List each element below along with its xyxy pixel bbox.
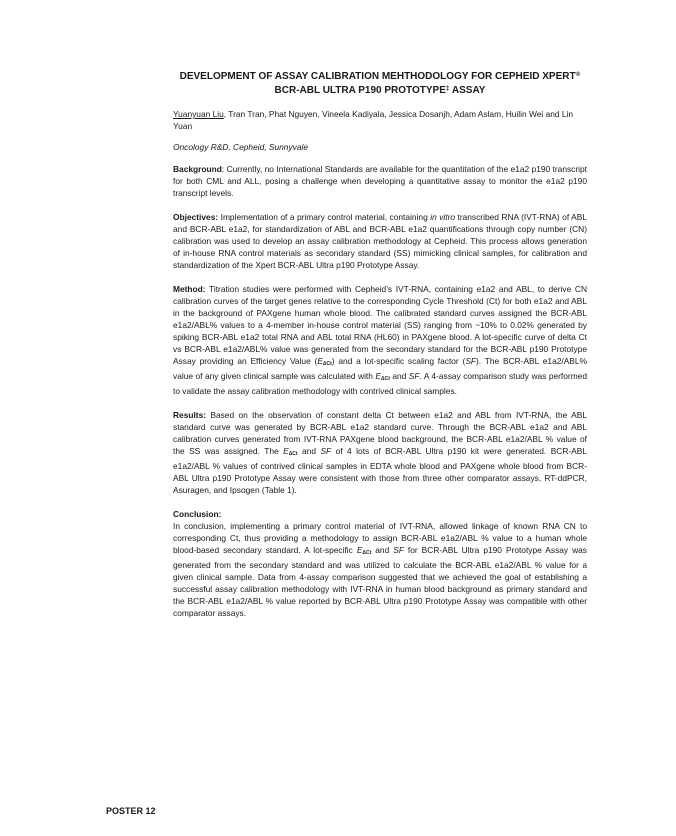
method-text-2: ) and a lot-specific scaling factor (: [331, 356, 466, 366]
efficiency-subscript: ΔCt: [380, 376, 390, 382]
affiliation: Oncology R&D, Cepheid, Sunnyvale: [173, 142, 309, 152]
background-text: : Currently, no International Standards are available for the quantitation of the e1a2 p190 transcript for both CML and ALL, posing a challenge when developing a quantitative assay to monitor the e1a2 p190 transcript levels.: [173, 164, 587, 198]
scaling-factor-symbol: SF: [320, 446, 332, 456]
objectives-section: [173, 211, 587, 271]
method-text-5: . A 4-assay comparison study was performed to validate the assay calibration methodology with contrived clinical samples.: [173, 371, 587, 396]
results-text-1: Based on the observation of constant delta Ct between e1a2 and ABL from IVT-RNA, the ABL standard curve was generated by BCR-ABL e1a2 standard curve. Through the BCR-ABL e1a2 and ABL calibration curves generated from IVT-RNA PAXgene blood background, the BCR-ABL e1a2/ABL % value of the SS was assigned. The: [173, 410, 587, 456]
conclusion-text-1: In conclusion, implementing a primary control material of IVT-RNA, allowed linkage of known RNA CN to corresponding Ct, thus providing a methodology to assign BCR-ABL e1a2/ABL % value to a human whole blood-based secondary standard. A lot-specific: [173, 521, 587, 555]
abstract-title: [173, 70, 587, 98]
method-text-4: and: [389, 371, 409, 381]
registered-mark: ®: [575, 71, 581, 78]
conclusion-label: Conclusion:: [173, 509, 222, 519]
co-authors: , Tran Tran, Phat Nguyen, Vineela Kadiyala, Jessica Dosanjh, Adam Aslam, Huilin Wei and Lin Yuan: [173, 109, 574, 131]
objectives-italic: in vitro: [430, 212, 456, 222]
conclusion-text-3: for BCR-ABL Ultra p190 Prototype Assay was generated from the secondary standard and was utilized to calculate the BCR-ABL e1a2/ABL % value for a given clinical sample. Data from 4-assay comparison suggested that we achieved the goal of establishing a successful assay calibration methodology with IVT-RNA in human blood background as primary standard and the BCR-ABL e1a2/ABL % value reported by BCR-ABL Ultra p190 Prototype Assay was compatible with other comparator assays.: [173, 545, 587, 618]
title-line-2: BCR-ABL ULTRA P190 PROTOTYPE: [274, 85, 446, 96]
double-dagger-mark: ‡: [445, 85, 450, 92]
conclusion-section: [173, 508, 587, 619]
title-line-1: DEVELOPMENT OF ASSAY CALIBRATION MEHTHODOLOGY FOR CEPHEID XPERT: [179, 71, 576, 82]
scaling-factor-symbol: SF: [393, 545, 404, 555]
poster-number: POSTER 12: [106, 806, 156, 816]
scaling-factor-symbol: SF: [465, 356, 477, 366]
method-section: [173, 283, 587, 397]
objectives-text-2: transcribed RNA (IVT-RNA) of ABL and BCR-ABL e1a2, for standardization of ABL and BCR-ABL e1a2 quantifications through copy number (CN) calibration was used to develop an assay calibration methodology at Cepheid. This process allows generation of in-house RNA control materials as secondary standard (SS) mimicking clinical samples, for calibration and standardization of the Xpert BCR-ABL Ultra p190 Prototype Assay.: [173, 212, 588, 270]
scaling-factor-symbol: SF: [408, 371, 420, 381]
efficiency-subscript: ΔCt: [288, 451, 298, 457]
method-text-3: ). The BCR-ABL e1a2/ABL% value of any given clinical sample was calculated with: [173, 356, 587, 381]
conclusion-text-2: and: [371, 545, 394, 555]
method-label: Method:: [173, 284, 206, 294]
efficiency-subscript: ΔCt: [362, 550, 372, 556]
efficiency-symbol: E: [283, 446, 289, 456]
objectives-text-1: Implementation of a primary control material, containing: [218, 212, 431, 222]
author-list: [173, 108, 587, 132]
results-text-3: of 4 lots of BCR-ABL Ultra p190 kit were generated. BCR-ABL e1a2/ABL % values of contrived clinical samples in EDTA whole blood and PAXgene whole blood from BCR-ABL Ultra p190 Prototype Assay were consistent with those from three other comparator assays, RT-ddPCR, Asuragen, and Ipsogen (Table 1).: [173, 446, 587, 495]
efficiency-symbol: E: [356, 545, 363, 555]
abstract-page: [173, 70, 587, 631]
efficiency-symbol: E: [375, 371, 381, 381]
objectives-label: Objectives:: [173, 212, 219, 222]
efficiency-symbol: E: [317, 356, 323, 366]
efficiency-subscript: ΔCt: [322, 361, 332, 367]
results-text-2: and: [297, 446, 321, 456]
presenting-author: Yuanyuan Liu: [173, 109, 224, 119]
method-text-1: Titration studies were performed with Cepheid’s IVT-RNA, containing e1a2 and ABL, to derive CN calibration curves of the target genes relative to the corresponding Cycle Threshold (Ct) for both e1a2 and ABL in the background of PAXgene human whole blood. The calibrated standard curves assigned the BCR-ABL e1a2/ABL% values to a 4-member in-house control material (SS) ranging from ~10% to 0.02% generated by spiking BCR-ABL e1a2 total RNA and ABL total RNA (HL60) in PAXgene blood. A lot-specific curve of delta Ct vs BCR-ABL e1a2/ABL% value was generated from the secondary standard for the BCR-ABL p190 Prototype Assay providing an Efficiency Value (: [173, 284, 587, 366]
results-section: [173, 409, 587, 496]
background-label: Background: [173, 164, 222, 174]
background-section: [173, 163, 587, 199]
title-line-2-tail: ASSAY: [449, 85, 486, 96]
results-label: Results:: [173, 410, 207, 420]
